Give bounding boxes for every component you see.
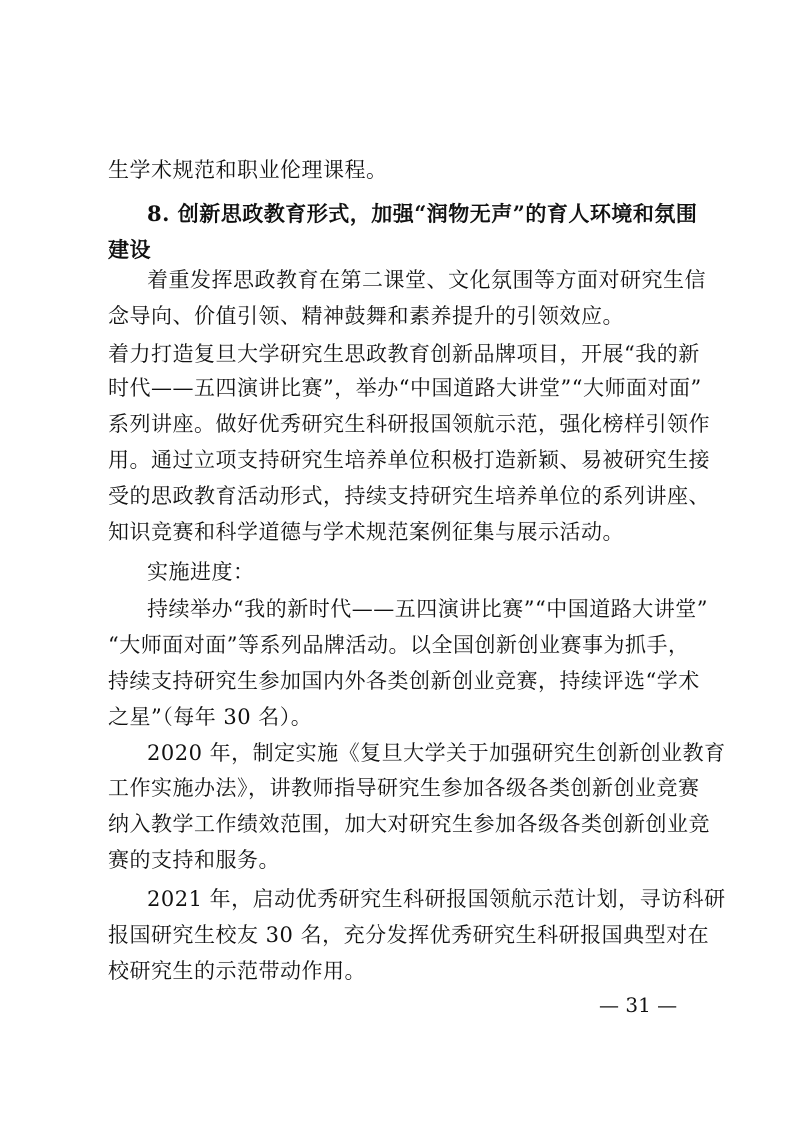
text-line: 念导向、价值引领、精神鼓舞和素养提升的引领效应。 xyxy=(108,304,624,328)
text-line: 纳入教学工作绩效范围，加大对研究生参加各级各类创新创业竞 xyxy=(108,812,710,836)
text-line: 着重发挥思政教育在第二课堂、文化氛围等方面对研究生信 xyxy=(147,268,706,292)
text-line: 赛的支持和服务。 xyxy=(108,848,280,872)
subheading: 实施进度： xyxy=(147,560,255,584)
text-line: 用。通过立项支持研究生培养单位积极打造新颖、易被研究生接 xyxy=(108,448,710,472)
text-line: 知识竞赛和科学道德与学术规范案例征集与展示活动。 xyxy=(108,520,624,544)
text-line: 持续举办“我的新时代——五四演讲比赛”“中国道路大讲堂” xyxy=(147,597,708,621)
page-number: — 31 — xyxy=(599,993,678,1017)
text-line: 持续支持研究生参加国内外各类创新创业竞赛，持续评选“学术 xyxy=(108,669,700,693)
text-line: 着力打造复旦大学研究生思政教育创新品牌项目，开展“我的新 xyxy=(108,342,700,366)
text-line: 生学术规范和职业伦理课程。 xyxy=(108,158,388,182)
text-line: 2020 年，制定实施《复旦大学关于加强研究生创新创业教育 xyxy=(147,741,726,765)
text-line: 受的思政教育活动形式，持续支持研究生培养单位的系列讲座、 xyxy=(108,484,710,508)
text-line: “大师面对面”等系列品牌活动。以全国创新创业赛事为抓手， xyxy=(108,633,690,657)
text-line: 2021 年，启动优秀研究生科研报国领航示范计划，寻访科研 xyxy=(147,887,726,911)
section-heading: 8. 创新思政教育形式，加强“润物无声”的育人环境和氛围 xyxy=(147,201,698,226)
text-line: 之星”（每年 30 名）。 xyxy=(108,705,313,729)
section-heading-continued: 建设 xyxy=(108,237,151,262)
text-line: 工作实施办法》，讲教师指导研究生参加各级各类创新创业竞赛 xyxy=(108,776,700,800)
text-line: 校研究生的示范带动作用。 xyxy=(108,959,366,983)
text-line: 系列讲座。做好优秀研究生科研报国领航示范，强化榜样引领作 xyxy=(108,412,710,436)
text-line: 报国研究生校友 30 名，充分发挥优秀研究生科研报国典型对在 xyxy=(108,923,710,947)
text-line: 时代——五四演讲比赛”，举办“中国道路大讲堂”“大师面对面” xyxy=(108,376,702,400)
